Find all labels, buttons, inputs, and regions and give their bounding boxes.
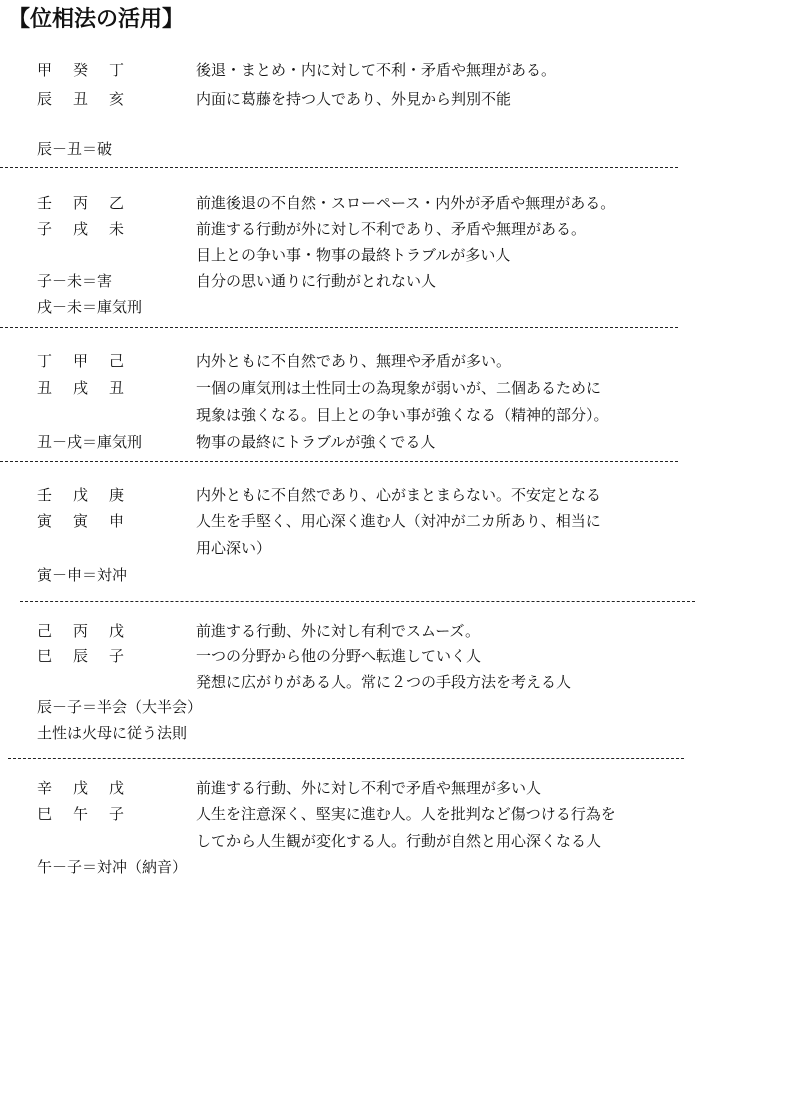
description-line: 一つの分野から他の分野へ転進していく人 — [196, 647, 482, 665]
description-line: 前進する行動、外に対し不利で矛盾や無理が多い人 — [196, 779, 542, 797]
heavenly-stems-row — [37, 352, 145, 370]
branch: 未 — [109, 220, 125, 238]
branch: 辰 — [73, 647, 89, 665]
relation-line: 辰－子＝半会（大半会） — [37, 698, 203, 716]
stem: 辛 — [37, 779, 53, 797]
relation-line: 寅－申＝対冲 — [37, 566, 128, 584]
heavenly-stems-row — [37, 486, 145, 504]
relation-line: 土性は火母に従う法則 — [37, 724, 188, 742]
branch: 辰 — [37, 90, 53, 108]
description-line: 発想に広がりがある人。常に２つの手段方法を考える人 — [196, 673, 572, 691]
description-line: 人生を注意深く、堅実に進む人。人を批判など傷つける行為を — [196, 805, 616, 823]
section-divider — [0, 461, 678, 462]
branch: 寅 — [37, 512, 53, 530]
stem: 壬 — [37, 486, 53, 504]
description-line: 自分の思い通りに行動がとれない人 — [196, 272, 437, 290]
branch: 戌 — [73, 220, 89, 238]
description-line: 物事の最終にトラブルが強くでる人 — [196, 433, 436, 451]
branch: 丑 — [73, 90, 89, 108]
stem: 壬 — [37, 194, 53, 212]
description-line: 後退・まとめ・内に対して不利・矛盾や無理がある。 — [196, 61, 557, 79]
branch: 亥 — [109, 90, 125, 108]
stem: 戊 — [73, 486, 89, 504]
branch: 子 — [109, 647, 125, 665]
description-line: 内外ともに不自然であり、無理や矛盾が多い。 — [196, 352, 512, 370]
stem: 丙 — [73, 622, 89, 640]
description-line: 内外ともに不自然であり、心がまとまらない。不安定となる — [196, 486, 602, 504]
earthly-branches-row — [37, 647, 145, 665]
description-line: 現象は強くなる。目上との争い事が強くなる（精神的部分）。 — [196, 406, 609, 424]
heavenly-stems-row — [37, 622, 145, 640]
branch: 午 — [73, 805, 89, 823]
stem: 甲 — [37, 61, 53, 79]
stem: 戊 — [73, 779, 89, 797]
stem: 丁 — [37, 352, 53, 370]
branch: 子 — [109, 805, 125, 823]
relation-line: 丑－戌＝庫気刑 — [37, 433, 143, 451]
heavenly-stems-row — [37, 779, 145, 797]
branch: 寅 — [73, 512, 89, 530]
heavenly-stems-row — [37, 194, 145, 212]
earthly-branches-row — [37, 512, 145, 530]
branch: 巳 — [37, 647, 53, 665]
branch: 丑 — [109, 379, 125, 397]
earthly-branches-row — [37, 220, 145, 238]
section-divider — [0, 327, 678, 328]
stem: 己 — [37, 622, 53, 640]
stem: 戊 — [109, 779, 125, 797]
description-line: 前進する行動、外に対し有利でスムーズ。 — [196, 622, 480, 640]
description-line: 目上との争い事・物事の最終トラブルが多い人 — [196, 246, 511, 264]
earthly-branches-row — [37, 90, 145, 108]
section-divider — [0, 167, 678, 168]
branch: 戌 — [73, 379, 89, 397]
stem: 乙 — [109, 194, 125, 212]
earthly-branches-row — [37, 805, 145, 823]
section-divider — [20, 601, 695, 602]
stem: 丁 — [109, 61, 125, 79]
heavenly-stems-row — [37, 61, 145, 79]
earthly-branches-row — [37, 379, 145, 397]
description-line: 人生を手堅く、用心深く進む人（対冲が二カ所あり、相当に — [196, 512, 601, 530]
description-line: 用心深い） — [196, 539, 272, 557]
branch: 巳 — [37, 805, 53, 823]
branch: 申 — [109, 512, 125, 530]
description-line: してから人生観が変化する人。行動が自然と用心深くなる人 — [196, 832, 602, 850]
description-line: 一個の庫気刑は土性同士の為現象が弱いが、二個あるために — [196, 379, 602, 397]
stem: 癸 — [73, 61, 89, 79]
relation-line: 子－未＝害 — [37, 272, 113, 290]
relation-line: 午－子＝対冲（納音） — [37, 858, 188, 876]
description-line: 内面に葛藤を持つ人であり、外見から判別不能 — [196, 90, 512, 108]
branch: 丑 — [37, 379, 53, 397]
page-title: 【位相法の活用】 — [8, 7, 185, 32]
stem: 己 — [109, 352, 125, 370]
section-divider — [8, 758, 684, 759]
stem: 庚 — [109, 486, 125, 504]
stem: 甲 — [73, 352, 89, 370]
stem: 戊 — [109, 622, 125, 640]
description-line: 前進後退の不自然・スローペース・内外が矛盾や無理がある。 — [196, 194, 616, 212]
description-line: 前進する行動が外に対し不利であり、矛盾や無理がある。 — [196, 220, 587, 238]
relation-line: 戌－未＝庫気刑 — [37, 298, 143, 316]
relation-line: 辰－丑＝破 — [37, 140, 113, 158]
branch: 子 — [37, 220, 53, 238]
stem: 丙 — [73, 194, 89, 212]
